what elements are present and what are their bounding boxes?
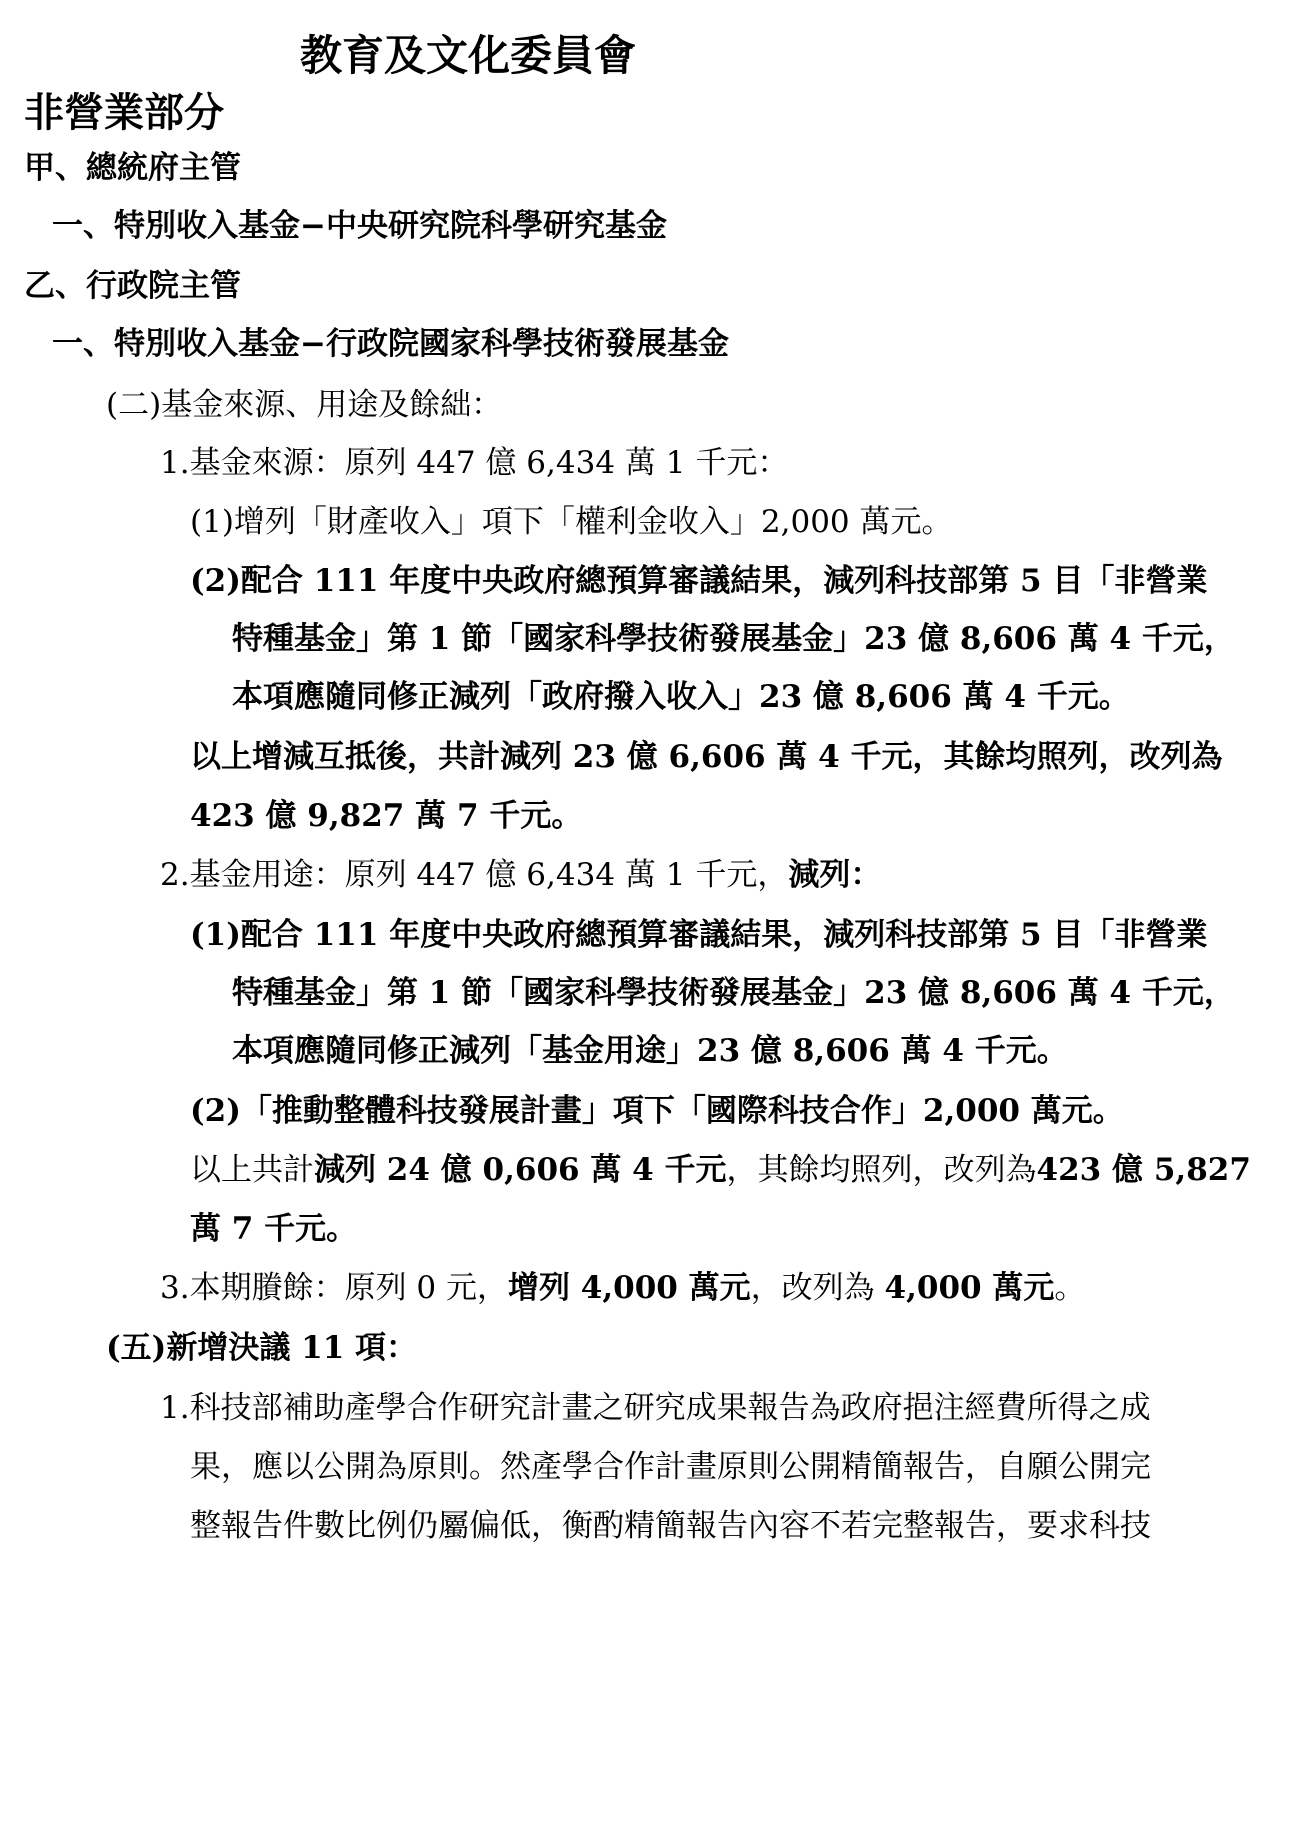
subheading-er: (二)基金來源、用途及餘絀： (106, 387, 503, 423)
fund-use-heading-text: 2.基金用途：原列 447 億 6,434 萬 1 千元， (160, 857, 789, 893)
fund-use-item-1-line-1: (1)配合 111 年度中央政府總預算審議結果，減列科技部第 5 目「非營業 (190, 917, 1208, 953)
fund-source-summary-line-2: 423 億 9,827 萬 7 千元。 (190, 798, 583, 834)
fund-source-item-2-line-1: (2)配合 111 年度中央政府總預算審議結果，減列科技部第 5 目「非營業 (190, 563, 1208, 599)
fund-source-summary-line-1: 以上增減互抵後，共計減列 23 億 6,606 萬 4 千元，其餘均照列，改列為 (190, 739, 1223, 775)
fund-use-heading (160, 855, 881, 895)
surplus-text-a: 3.本期賸餘：原列 0 元， (160, 1270, 509, 1306)
heading-jia-item-1: 一、特別收入基金−中央研究院科學研究基金 (52, 208, 667, 244)
fund-source-item-2-line-2: 特種基金」第 1 節「國家科學技術發展基金」23 億 8,606 萬 4 千元， (232, 621, 1235, 657)
subheading-wu: (五)新增決議 11 項： (106, 1330, 418, 1366)
surplus-increase: 增列 4,000 萬元 (508, 1270, 751, 1306)
surplus-text-c: ，改列為 (750, 1270, 885, 1306)
fund-use-summary-reduce: 減列 24 億 0,606 萬 4 千元 (314, 1152, 727, 1188)
fund-source-heading: 1.基金來源：原列 447 億 6,434 萬 1 千元： (160, 445, 789, 481)
resolution-1-line-1: 1.科技部補助產學合作研究計畫之研究成果報告為政府挹注經費所得之成 (160, 1390, 1151, 1426)
heading-yi: 乙、行政院主管 (24, 268, 241, 304)
fund-use-item-1-line-3: 本項應隨同修正減列「基金用途」23 億 8,606 萬 4 千元。 (232, 1033, 1068, 1069)
fund-source-item-1: (1)增列「財產收入」項下「權利金收入」2,000 萬元。 (190, 504, 953, 540)
resolution-1-line-2: 果，應以公開為原則。然產學合作計畫原則公開精簡報告，自願公開完 (190, 1449, 1151, 1485)
fund-use-summary-total: 423 億 5,827 (1036, 1152, 1251, 1188)
fund-use-summary-line-1 (190, 1150, 1251, 1190)
page-title: 教育及文化委員會 (300, 31, 637, 80)
fund-use-item-2: (2)「推動整體科技發展計畫」項下「國際科技合作」2,000 萬元。 (190, 1093, 1124, 1129)
surplus-line (160, 1268, 1085, 1308)
section-heading: 非營業部分 (24, 90, 224, 136)
heading-jia: 甲、總統府主管 (24, 150, 241, 186)
fund-use-heading-reduce: 減列： (788, 857, 882, 893)
fund-source-item-2-line-3: 本項應隨同修正減列「政府撥入收入」23 億 8,606 萬 4 千元。 (232, 679, 1130, 715)
surplus-text-e: 。 (1054, 1270, 1086, 1306)
fund-use-summary-line-2: 萬 7 千元。 (190, 1211, 358, 1247)
fund-use-summary-mid: ，其餘均照列，改列為 (726, 1152, 1037, 1188)
fund-use-item-1-line-2: 特種基金」第 1 節「國家科學技術發展基金」23 億 8,606 萬 4 千元， (232, 975, 1235, 1011)
resolution-1-line-3: 整報告件數比例仍屬偏低，衡酌精簡報告內容不若完整報告，要求科技 (190, 1508, 1151, 1544)
heading-yi-item-1: 一、特別收入基金−行政院國家科學技術發展基金 (52, 326, 729, 362)
fund-use-summary-lead: 以上共計 (190, 1152, 314, 1188)
surplus-total: 4,000 萬元 (884, 1270, 1055, 1306)
